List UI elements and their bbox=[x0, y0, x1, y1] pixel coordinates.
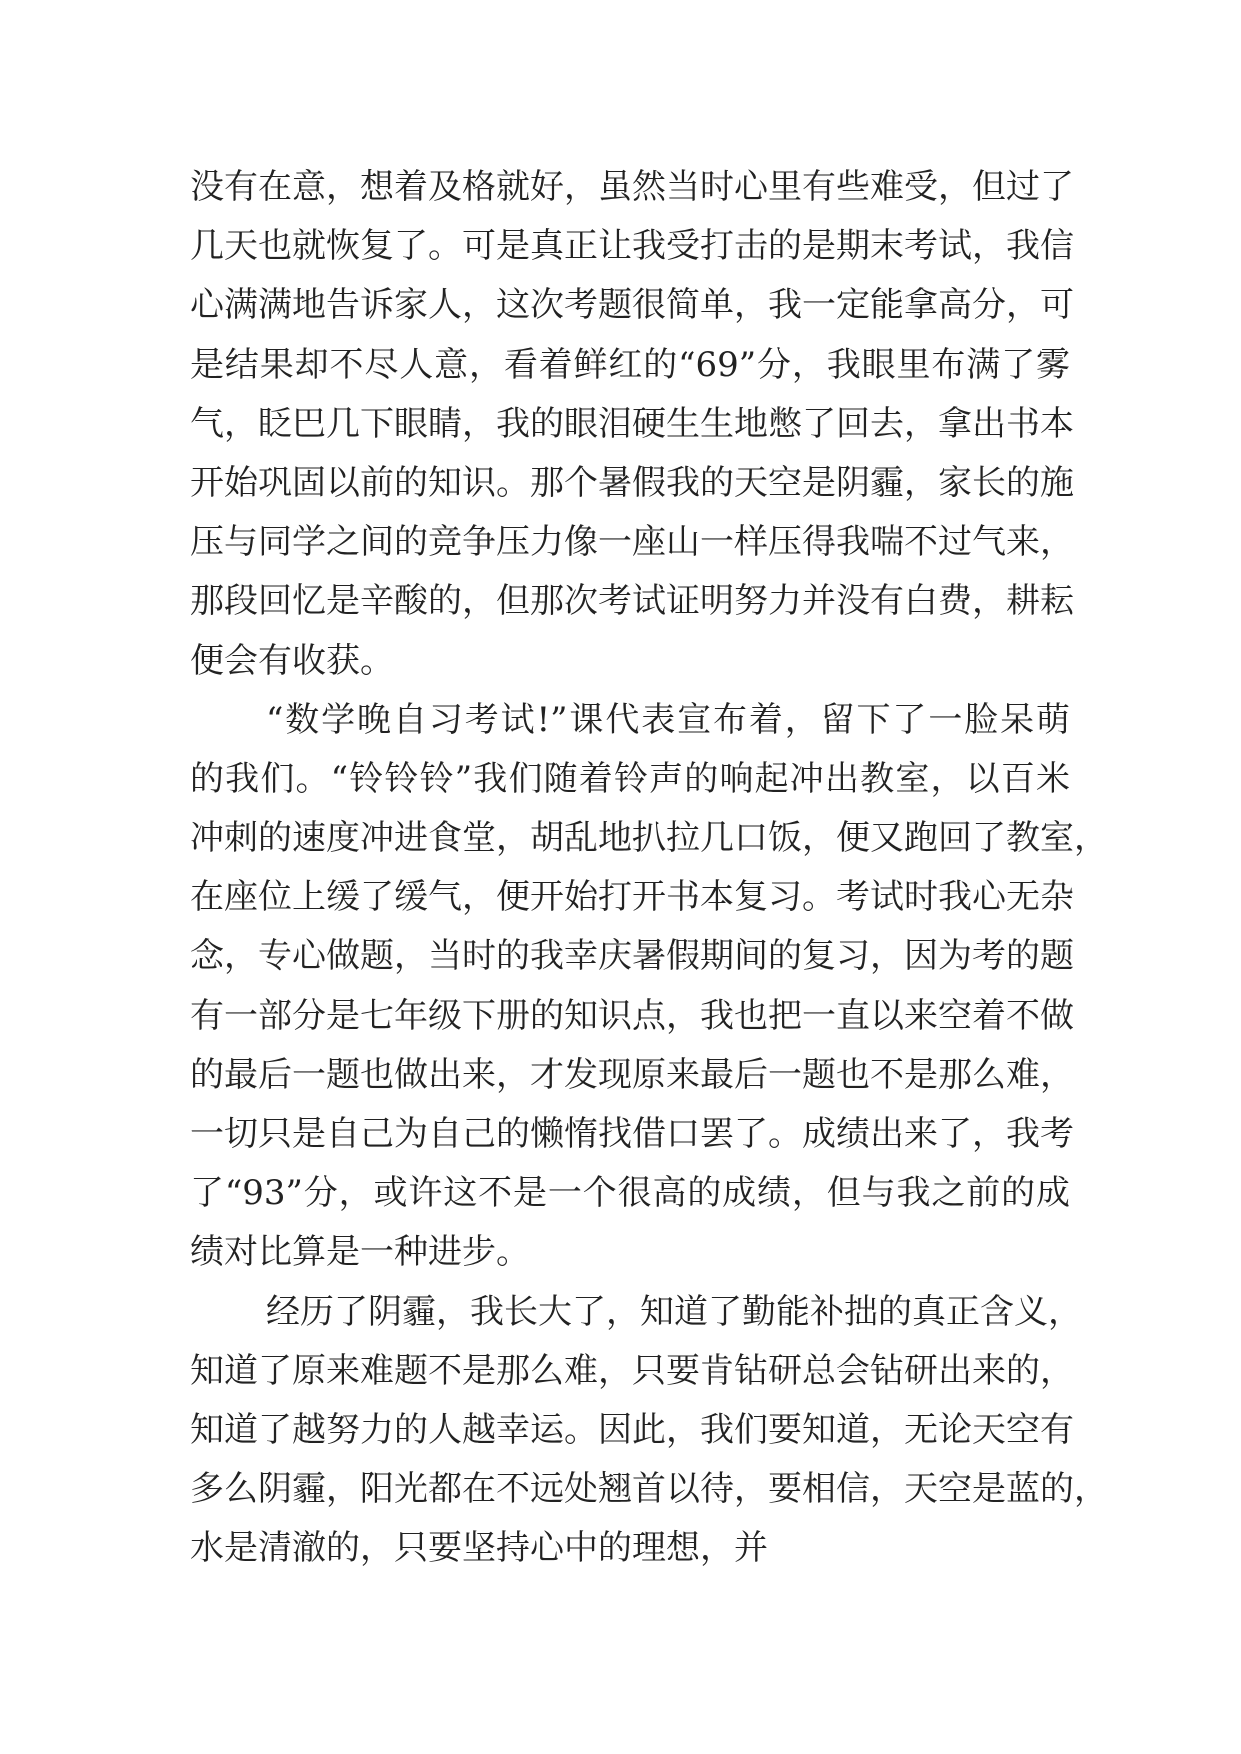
text-line: 气，眨巴几下眼睛，我的眼泪硬生生地憋了回去，拿出书本 bbox=[190, 403, 1074, 444]
text-line: 了“93”分，或许这不是一个很高的成绩，但与我之前的成 bbox=[190, 1173, 1070, 1214]
text-line: 有一部分是七年级下册的知识点，我也把一直以来空着不做 bbox=[190, 995, 1074, 1036]
text-line: “数学晚自习考试!”课代表宣布着，留下了一脸呆萌 bbox=[266, 699, 1070, 740]
text-line: 没有在意，想着及格就好，虽然当时心里有些难受，但过了 bbox=[190, 167, 1074, 207]
text-line: 便会有收获。 bbox=[190, 640, 394, 681]
paragraph-2 bbox=[190, 691, 1108, 1283]
text-line: 压与同学之间的竞争压力像一座山一样压得我喘不过气来， bbox=[190, 522, 1074, 563]
text-line: 知道了原来难题不是那么难，只要肯钻研总会钻研出来的， bbox=[190, 1350, 1074, 1391]
text-line: 一切只是自己为自己的懒惰找借口罢了。成绩出来了，我考 bbox=[190, 1114, 1074, 1154]
text-line: 念，专心做题，当时的我幸庆暑假期间的复习，因为考的题 bbox=[190, 936, 1074, 977]
text-line: 知道了越努力的人越幸运。因此，我们要知道，无论天空有 bbox=[190, 1409, 1074, 1450]
text-line: 的最后一题也做出来，才发现原来最后一题也不是那么难， bbox=[190, 1054, 1074, 1095]
text-line: 那段回忆是辛酸的，但那次考试证明努力并没有白费，耕耘 bbox=[190, 581, 1074, 622]
text-line: 几天也就恢复了。可是真正让我受打击的是期末考试，我信 bbox=[190, 226, 1074, 267]
text-line: 水是清澈的，只要坚持心中的理想，并 bbox=[190, 1528, 768, 1569]
text-line: 多么阴霾，阳光都在不远处翘首以待，要相信，天空是蓝的， bbox=[190, 1469, 1108, 1510]
text-line: 在座位上缓了缓气，便开始打开书本复习。考试时我心无杂 bbox=[190, 877, 1074, 918]
text-line: 冲刺的速度冲进食堂，胡乱地扒拉几口饭，便又跑回了教室， bbox=[190, 818, 1108, 859]
text-line: 绩对比算是一种进步。 bbox=[190, 1232, 530, 1273]
paragraph-1 bbox=[190, 158, 1074, 691]
paragraph-3 bbox=[190, 1283, 1108, 1579]
text-line: 的我们。“铃铃铃”我们随着铃声的响起冲出教室，以百米 bbox=[190, 758, 1070, 799]
text-line: 开始巩固以前的知识。那个暑假我的天空是阴霾，家长的施 bbox=[190, 462, 1074, 503]
text-line: 经历了阴霾，我长大了，知道了勤能补拙的真正含义， bbox=[266, 1291, 1082, 1332]
text-line: 心满满地告诉家人，这次考题很简单，我一定能拿高分，可 bbox=[190, 285, 1074, 326]
text-line: 是结果却不尽人意，看着鲜红的“69”分，我眼里布满了雾 bbox=[190, 344, 1070, 385]
document-page bbox=[190, 158, 1108, 1579]
